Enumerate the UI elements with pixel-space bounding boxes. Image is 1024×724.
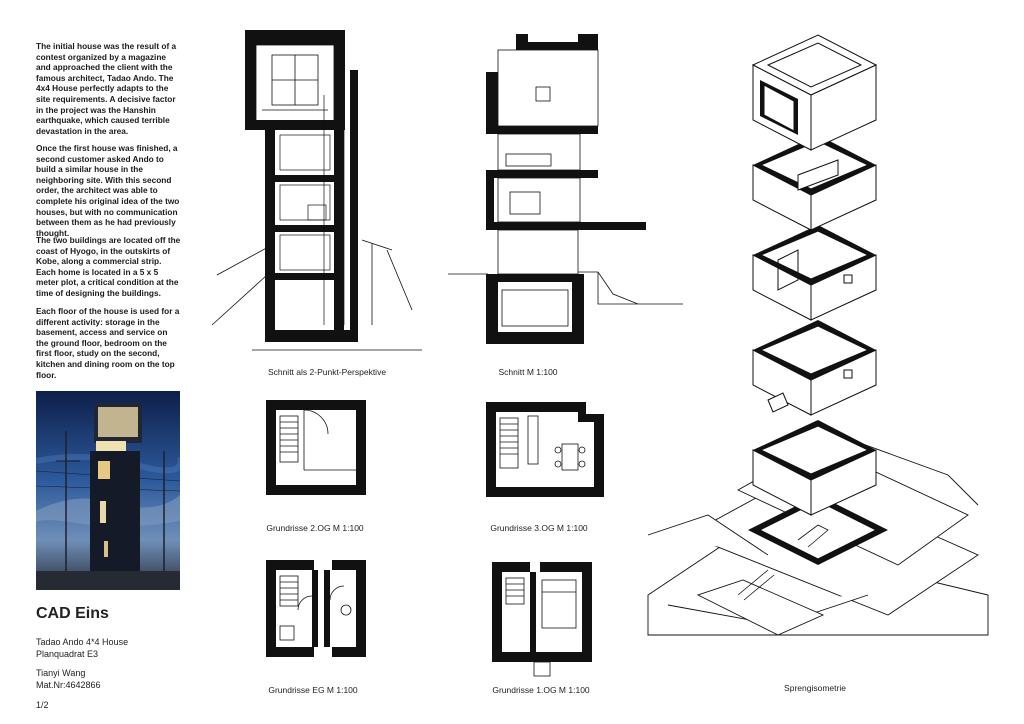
house-night-photo xyxy=(36,391,180,590)
caption-section: Schnitt M 1:100 xyxy=(498,367,558,377)
brand-title: CAD Eins xyxy=(36,605,109,622)
plan-1og xyxy=(492,562,592,677)
plan-3og xyxy=(486,402,604,497)
author-matnr: Mat.Nr:4642866 xyxy=(36,680,101,690)
plan-2og xyxy=(266,400,366,495)
author-name: Tianyi Wang xyxy=(36,668,86,678)
intro-paragraph-4: Each floor of the house is used for a different activity: storage in the basement, access and service on the ground floor, bedroom on the first floor, study on the second, kitchen and dining room on the top floor. xyxy=(36,306,180,380)
caption-plan-2og: Grundrisse 2.OG M 1:100 xyxy=(266,523,364,533)
caption-plan-3og: Grundrisse 3.OG M 1:100 xyxy=(490,523,588,533)
intro-paragraph-2: Once the first house was finished, a second customer asked Ando to build a similar house in the neighboring site. With this second order, the architect was able to complete his original idea of the two houses, but with no communication between them as he had previously thought. xyxy=(36,143,180,238)
caption-isometric: Sprengisometrie xyxy=(784,683,846,693)
intro-paragraph-1: The initial house was the result of a contest organized by a magazine and approached the client with the famous architect, Tadao Ando. The 4x4 House perfectly adapts to the site requirements. A decisive factor in the project was the Hanshin earthquake, which caused terrible devastation in the area. xyxy=(36,41,177,136)
caption-section-perspective: Schnitt als 2-Punkt-Perspektive xyxy=(267,367,387,377)
project-title: Tadao Ando 4*4 House xyxy=(36,637,129,647)
page-number: 1/2 xyxy=(36,700,49,710)
exploded-isometric xyxy=(648,35,988,635)
plan-eg xyxy=(266,560,366,657)
intro-paragraph-3: The two buildings are located off the coast of Hyogo, in the outskirts of Kobe, along a commercial strip. Each home is located in a 5 x 5 meter plot, a critical condition at the time of designing the buildings. xyxy=(36,235,181,298)
project-square: Planquadrat E3 xyxy=(36,649,99,659)
perspective-section-drawing xyxy=(212,25,422,365)
caption-plan-1og: Grundrisse 1.OG M 1:100 xyxy=(492,685,590,695)
caption-plan-eg: Grundrisse EG M 1:100 xyxy=(268,685,358,695)
